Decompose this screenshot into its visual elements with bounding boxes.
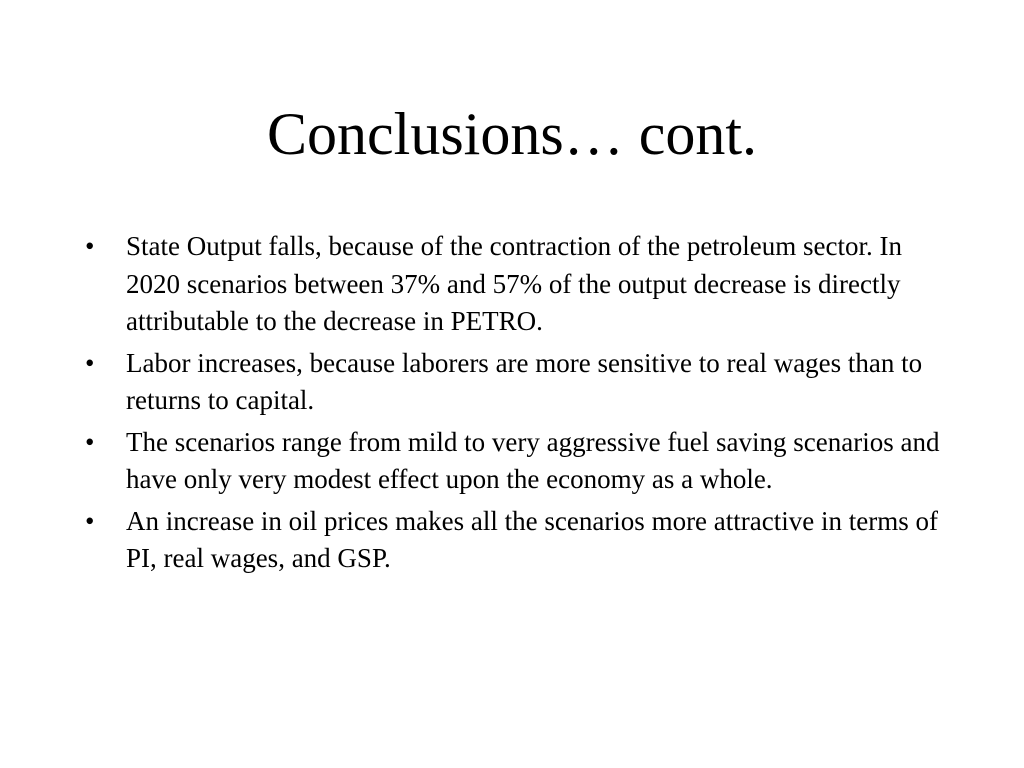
bullet-list: [85, 228, 950, 582]
bullet-marker: •: [85, 231, 95, 261]
bullet-item: [85, 424, 950, 499]
bullet-text: The scenarios range from mild to very aggressive fuel saving scenarios and have only very modest effect upon the economy as a whole.: [126, 426, 940, 494]
bullet-text: Labor increases, because laborers are more sensitive to real wages than to returns to capital.: [126, 347, 923, 415]
bullet-text: An increase in oil prices makes all the scenarios more attractive in terms of PI, real wages, and GSP.: [126, 505, 938, 573]
bullet-marker: •: [85, 505, 95, 536]
bullet-marker: •: [85, 347, 95, 378]
bullet-item: [85, 503, 950, 578]
bullet-marker: •: [85, 426, 95, 457]
bullet-item: [85, 228, 950, 341]
bullet-text: State Output falls, because of the contraction of the petroleum sector. In 2020 scenarios between 37% and 57% of the output decrease is directly attributable to the decrease in PETRO.: [126, 231, 902, 336]
slide-title: Conclusions… cont.: [267, 101, 757, 167]
bullet-item: [85, 345, 950, 420]
